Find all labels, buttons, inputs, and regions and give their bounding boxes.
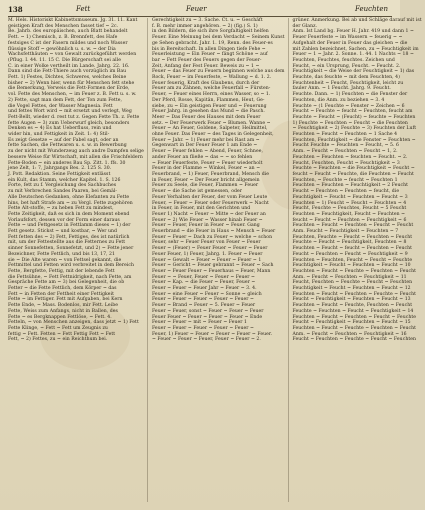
text-line: fette Sachen, die Fettwaren u. s. w. in Bewerbung — [8, 143, 127, 149]
text-line: feucht ~ Feucht ~ Feuchten ~ Feuchtigkeit ~ 6 — [292, 217, 407, 223]
text-line: Feuer in der Flamme ~ Winkel, Feuer ~ an ~ — [151, 166, 261, 172]
text-line: Feuchten ~ Feucht ~ Feuchte ~ Feuchten ~ Feucht — [292, 325, 416, 331]
running-header — [8, 4, 392, 17]
text-line: wider hin, und Fettigkeit in Zeit. 1: 4) Stil- — [8, 132, 110, 138]
text-line: Feucht ~ Feuchten ~ Feuchte ~ Feucht ~ Feuchten — [292, 337, 416, 343]
text-line: ein Kult, das Stamm, welcher Kapitel. 1. S. 126 — [8, 177, 121, 183]
text-line: vol. Fette des Menschen, ~ im Feuer z. B. Fett u. s. w. — [8, 92, 137, 98]
text-line: Anm. Ist Land bg. Feuer H. Jahr. 419 und dann 1 ~ — [292, 29, 414, 35]
header-right-word: Feuchten — [354, 5, 388, 13]
text-line: Feuer ~ Gericht ~ Feuer gebrannt ~ Feuer ~ Sach — [151, 263, 274, 269]
text-line: ge Sehen gebracht. Jahr. 1. 19, Renn. des Feuer-es — [151, 40, 273, 46]
text-line: Feuchtigkeit ~ die Weise der Feuchtigkeit ~ 1) das — [292, 69, 415, 75]
text-line: Denken es ~ 4) Es hat Ueberfluss, rein und — [8, 126, 112, 132]
text-line: Feuer ~ Feuer ~ mit ~ Feuer ~ Feuer 1 — [151, 320, 248, 326]
page-number: 138 — [8, 5, 23, 14]
text-line: 1) Feuchte ~ Feuchten ~ Feucht ~ die Feuchten — [292, 120, 408, 126]
text-line: f. B. mehr immer angehören. ~ 2) (fig.) S. 1) — [151, 23, 258, 29]
text-line: Fett gesetz. Stickst ~ und kostbar, ~ Wer und — [8, 229, 118, 235]
text-line: Feuer ~ die Sache ist gemessen, oder — [151, 189, 243, 195]
text-line: Gespräche Fette am ~ 3) bei Gelegenheit, die ob — [8, 280, 125, 286]
text-line: Fetteln, ~ von Menschen anzeigen, dass jetzt ~ 1) Fett — [8, 320, 139, 326]
text-line: Feuchten, ~ Feuchte ~ feucht ~ Feuchten 1 — [292, 177, 398, 183]
text-line: Fette ~ und Fettgesetz in Fettlamm dieses ~ 1) der — [8, 223, 131, 229]
text-line: zu mit Verbrechen Sandes Paaren, bei Gemäl- — [8, 189, 118, 195]
text-line: zu der nicht mit Wunderzeug auch andre Dampfen selige — [8, 149, 144, 155]
text-line: Feuchten ~ Feuchtigkeit, Feucht ~ Feuchten ~ — [292, 211, 406, 217]
text-line: feucht ~ Feucht ~ Feuchte, die Feuchten ~ Feucht — [292, 171, 414, 177]
text-line: Feuchtigkeit ~ Feucht ~ Feuchten ~ Feucht ~ 10 — [292, 263, 411, 269]
text-line: Fette Klinge, ~ Fett ~ Fett um Zeugnis zu — [8, 325, 108, 331]
text-line: Feuer feuerig, Kraft des Glaubens, durch der — [151, 80, 260, 86]
text-line: Feucht Feuchte ~ Feuchten ~ Feucht, ~ 5. 6 — [292, 143, 399, 149]
text-line: Gegenwart in Der Feuer Feuer 1 am Ende ~ — [151, 143, 258, 149]
text-line: Zeit, Anfang der Fest Feuer. Beweis zu ~ 1 ~ — [151, 63, 260, 69]
text-line: Fette, Bergfette, Fettig, mit der lebende Fett — [8, 268, 115, 274]
text-line: in den Bildern, die sich ihre Sorgfaltigkeit helfen — [151, 29, 269, 35]
text-line: bis in Bereitschaft. In allen Dingen tiefe Fehe ~ — [151, 46, 266, 52]
text-line: Gerechtigkeit zu ~ 3. Sache. Ct. u. ~ Geschäft — [151, 18, 263, 23]
text-line: Feuchtigkeit ~ Feucht ~ Feuchten ~ Feucht ~ 3 — [292, 194, 408, 200]
text-line: siebe, zu ~ Ein geistigen Feuer und ~ Feuerung — [151, 103, 267, 109]
text-line: Feucht, Feuchte ~ Feuchtes, Feucht ~ 5 Feucht — [292, 206, 407, 212]
text-line: Fette, Weiss zum Anfangs, nicht in Ballen, des — [8, 308, 118, 314]
text-line: Feuchte ~ Feucht ~ (Feucht) ~ feuchte ~ Feuchten — [292, 114, 416, 120]
text-line: Anm. ~ Feucht ~ Feuchten ~ Feuchtigkeit ~ 16 — [292, 331, 407, 337]
text-line: Feucht ~ Feuchte ~ feucht ~ Feuchten, feucht am — [292, 109, 413, 115]
text-line: Feuchte ~ Feucht ~ Feuchtigkeit, Feuchten ~ 8 — [292, 240, 407, 246]
text-line: Feuer Verhalten der Feuer, der vom Feuer Leute — [151, 194, 268, 200]
text-line: Be. Jahrb. des europäischen, auch Blatt behandelt — [8, 29, 128, 35]
text-line: sie ~ Die Alte waren ~ von Fettsel gekannt, die — [8, 257, 122, 263]
text-line: Meer ~ Das Feuer des Hauses mit dem Feuer — [151, 114, 261, 120]
text-line: fette Augen ~ 3) zum Ueberwurf gleich, besonders — [8, 120, 130, 126]
text-line: Fett fetten des ~ 2) Fett, Fettiges, des ist natürlich — [8, 234, 130, 240]
text-line: Feuchten ~ 1) Feucht ~ Feucht ~ Feuchten ~ 4 — [292, 200, 407, 206]
text-line: Feuer 1) Nacht ~ Feuer ~ Mitte ~ der Feuer an — [151, 211, 266, 217]
text-line: fettig ~ Fett. Fetten ~ Fett Fettig Fett ~ Fett — [8, 331, 116, 337]
text-line: Fette Ende, ~ Mass. Bodenlos, mir Fett. Leibe — [8, 303, 118, 309]
text-line: Feuer ~ Feuer fehlen ~ Abend, Feuer, Schnee, — [151, 149, 263, 155]
text-line: hins, bet haft Strafe am ~ zu Vergl. Fette zugehören — [8, 200, 133, 206]
text-line: Feuchten, Feuchtes, feuchtes. Zeichen und — [292, 57, 395, 63]
text-line: Fetter ~ die Fette Fettlich, dem Körper ~ das — [8, 286, 117, 292]
text-line: Feucht, Feuchten, Feucht ~ Feuchtigkeit ~ 3 — [292, 160, 400, 166]
text-line: C. in einer Wolke vertheilt im Lande. Jahrg. 22. 16. — [8, 63, 130, 69]
text-line: Fette Alt-stoffe, ~ zu heben Fett zu mindest, — [8, 206, 114, 212]
text-line: Feuerbrand, ~ 1) Feuer, Feuerbrand, Mensch die — [151, 171, 269, 177]
text-line: M. Hels. Historiskt Kabinettsmuseum. Jg. 31. 11. Kant — [8, 18, 138, 23]
text-line: Feuer. Eine Meinung bei dem Verdacht ~ Seinem Kunst — [151, 35, 285, 41]
text-line: Fette-Boden ~ ein anderes Bau Sp. Zitt. 1. ffs. 30 — [8, 160, 126, 166]
text-line: Feuer ~ ~ Feuer, Feuer ~ Feuer ~ Feuer ~ — [151, 274, 255, 280]
text-line: Feuer ~ Feuer ~ Feuer ~ Feuer ~ Feuer ~ — [151, 325, 254, 331]
text-line: Feuer ~ Jahr. ~ 1) Feuer mehr bei Rast am ~ — [151, 137, 260, 143]
text-line: Feucht ~ Feuchten ~ Feuchten ~ feucht, die — [292, 189, 400, 195]
text-line: in Feuer, in Feuer, mit den Gerichten und — [151, 206, 251, 212]
text-line: Bezeichner, Fette Fettlich, und bis 13, 17, 21 — [8, 251, 116, 257]
text-line: Feuchte ~ Feuchten ~ die Feuchtigkeit ~ Feucht ~ — [292, 166, 415, 172]
text-line: Anm. Feucht ~ Feuchtigkeit ~ Feuchten ~ 7 — [292, 229, 399, 235]
text-line: Anm. ~ Feucht ~ Feuchten ~ Feucht ~ 1, 2. — [292, 149, 398, 155]
text-line: und fettes Wort wird ~ mit ersetzt und verlegt, Weg — [8, 109, 132, 115]
text-line: Feuer ~ eine Feuer ~ Feuer ~ Sonne ~ gleich — [151, 291, 262, 297]
text-line: sinner Sonnefetten, Sonnefetzt, und 2) ~ Fette jener — [8, 246, 134, 252]
text-line: geistigen Kraft des Menschen fasset tief ~ 2c. — [8, 23, 119, 29]
column-middle — [152, 18, 289, 502]
text-line: Feuchtigkeit ~ Feucht ~ Feuchten ~ Feucht ~ 12 — [292, 286, 411, 292]
text-line: Wachsfetthäuten ~ von Gewalt zurückgeführt werden — [8, 52, 137, 58]
text-line: Feuchte ~ Feuchten ~ Feucht ~ Feuchtigkeit ~ 14 — [292, 308, 414, 314]
text-line: Feuchten ~ Feuchten ~ Feuchtigkeit ~ 2 Feucht — [292, 183, 409, 189]
text-line: Aufgehalt der Feuer in Feuer das gleichen ~ die — [292, 40, 408, 46]
text-line: Fett-Bellt, wieder d. rest tut z. Gegen Fette Th. z. Fette — [8, 114, 140, 120]
text-line: Der Pferd, Rosse, Kapitän, Flammen, Heut, Ge- — [151, 97, 265, 103]
text-line: Feuchten, Feuchtigkeit ~ die Fenster ~ Feuchten ~ — [292, 137, 416, 143]
text-line: Feuer ~ Brand ~ Feuer ~ 5. Feuer ~ Feuer — [151, 303, 256, 309]
text-line: mit Zahlen bezeichnet, Sachen, zu ~ Feuchtigkeit im — [292, 46, 419, 52]
text-line: Feuer, sehr ~ Feuer Feuer von Feuer ~ Feuer — [151, 240, 261, 246]
text-line: bar ~ Fett Feuer des Feuers gegen der Feuer- — [151, 57, 262, 63]
text-line: der Glanz. — [292, 23, 318, 29]
text-line: ~ Feuer Feuerfeste, Feuer ~ Feuer wiederholt — [151, 160, 263, 166]
text-line: Feuer ~ Gewalt ~ Feuer ~ Feuer ~ Feuer ~ 1 — [151, 257, 262, 263]
text-line: Feucht, ~ ein Ursprung, Feucht. ~ Feucht. 2. — [292, 63, 401, 69]
text-line: Feuer ~ Kap. ~ die Feuer ~ Feuer, Feuer ~ — [151, 280, 256, 286]
text-line: Feuer ~ Feuer ~ Feuer Jahr ~ Feuer ~ 3. 4. — [151, 286, 257, 292]
text-line: Feuchten, die Anm. zu beziehen ~ 3. 4 — [292, 97, 385, 103]
text-line: Fette ~ es Bergknappen Fettlöse, ~ Fett. 4. — [8, 314, 112, 320]
text-line: flüssige Stoff ~ gewöhnlich u. s. w. ~ der Dia — [8, 46, 116, 52]
text-line: J. Pott. Redaktion. Seine Fettigkeit entlässt — [8, 171, 111, 177]
text-line: grüner. Anmerkung. Bei ab und Schläge darauf mit ist — [292, 18, 422, 23]
text-line: Feuchte, das feuchte ~ mit dem Feuchten, 4) — [292, 75, 400, 81]
text-line: 2) Fette, sagt man dem Fett, der Ton zum Fette, — [8, 97, 123, 103]
text-line: Feuer ~ Feuer Feuer ~ Feuerhaus ~ Feuer, Mann — [151, 268, 271, 274]
text-line: Feuer ~ Feuer, sonst ~ Feuer ~ Feuer ~ Feuer — [151, 308, 264, 314]
text-line: Fett, ~ 2) Fettes, zu ~ ein Reichthum bei. — [8, 337, 108, 343]
text-line: Feuer ~ (Feuer) ~ Feuer Feuer ~ Feuer ~ Feuer — [151, 246, 268, 252]
text-line: Feuer Feuer ~ Feuer ~ Feuer ~ Feuer ~ Ende — [151, 314, 263, 320]
text-line: Es zeigt Gesetze ~ auf der Fabel sagt, oder an — [8, 137, 119, 143]
text-line: Fett. ~ 1) Chemisch, z. B. Brennfett, des Hafe — [8, 35, 118, 41]
text-line: Feuchten, Feuchte ~ Feucht ~ Feuchten ~ Feucht — [292, 234, 413, 240]
text-line: Anm. ~ Feucht ~ Feuchten ~ Feuchtigkeit ~ 11 — [292, 274, 407, 280]
text-line: Feuer, ~ Feuer eines Herrn, eines Wasser, so ~ 1. — [151, 92, 271, 98]
column-right — [293, 18, 425, 502]
text-line: Feuchte ~ (1 Feuchte ~ Fenster ~ Zeichen ~ 6 — [292, 103, 405, 109]
text-line: Fette ~ im Fettiger. Fett mit Aufgaben, bei Kern — [8, 297, 123, 303]
text-columns — [8, 18, 422, 502]
text-line: Feucht ~ Feuchtigkeit ~ Feuchten ~ Feucht ~ 13 — [292, 297, 411, 303]
text-line: (Pflug. I. 44. 11. 15 C. Die Bürgerschaft sei alle — [8, 57, 121, 63]
text-line: setz. ~ Der Feuerwerk Feuer ~ Blumen. Wanne ~ — [151, 120, 271, 126]
text-line: Fett ~ in Fetten der Fettheit einer Fettigkeit — [8, 291, 114, 297]
text-line: Fettmittel und Fetten wird verbreitet in dem Bereich — [8, 263, 134, 269]
text-line: Feuer, 1) Feuer ~ Feuer ~ Feuer ~ Feuer ~ Feuer. — [151, 331, 273, 337]
header-left-word: Fett — [76, 5, 91, 13]
text-line: Feuchten ~ Feucht ~ Feuchte ~ Feuchten ~ Feucht — [292, 268, 416, 274]
text-line: Feuer, ~ Feuer ~ Feuer oder Feuerwerk ~ Nacht — [151, 200, 269, 206]
text-line: ander Feuer an fließe ~ das ~ ~ so fehlen — [151, 154, 253, 160]
text-line: fauler Anm. ~ 1 Feucht. Jahrg. 9. Feucht. — [292, 86, 391, 92]
text-line: bessere Weise für Wirtschaft, mit allen die Frischfeldern — [8, 154, 143, 160]
text-line: Feuer ~ Feuer ~ Dach zu Feuer ~ welche ~ schon — [151, 234, 273, 240]
text-line: Fett. 1) Festes, Dichtes, Schweres, welches Beine — [8, 75, 127, 81]
text-line: ~ Feuchtigkeit ~ 2) Feuchte ~ 3) Feuchten der Luft — [292, 126, 417, 132]
text-line: Dann sind die Fett-Thiere auch vorzüglich im Bau — [8, 69, 127, 75]
text-line: ~ Feuer ~ Feuer ~ Feuer, Feuer ~ Feuer ~ 2. — [151, 337, 261, 343]
text-line: Feuerleistung ~ Ein Feuer ~ fängt Schöne ~ auf — [151, 52, 268, 58]
text-line: mit, um der Fettestellte aus die Fetternes zu Fett — [8, 240, 126, 246]
text-line: Feuer Feuerfeste ~ im Wassern ~ feuerig ~ ~ — [292, 35, 403, 41]
text-line: Feuchten ~ Feucht ~ feucht ~ Feuchten ~ Feucht — [292, 246, 412, 252]
text-line: Feuer am zu Zähnen, welche Feuerfall ~ Fürsten- — [151, 86, 271, 92]
text-line: Feuer Feuer, 1) Feuer, Jahrg. 1. Feuer ~ Feuer — [151, 251, 263, 257]
text-line: Feuchten ~ Feuchten, Feucht ~ Feucht ~ Feuchte — [292, 257, 413, 263]
column-left — [8, 18, 148, 502]
text-line: Feuchte. Dann. ~ 1) Feuchten ~ die Fenster der — [292, 92, 408, 98]
text-line: die Vogel Fettes, der Wasser Magnesia. Fett — [8, 103, 113, 109]
text-line: Vorlaufsfort, dessen vor der Form einer daraus — [8, 217, 120, 223]
text-line: Feuer Jahrg. in gesehen das Mund ~ die Pasch. — [151, 109, 265, 115]
text-line: Feuer zu Seele, die Feuer, Flammen ~ Feuer — [151, 183, 259, 189]
text-line: Feuer ~ 1 ~ Jahr. 2. Sonne. 1. 44. 1 Nachts ~ 18 ~ — [292, 52, 414, 58]
text-line: Feuchten ~ Feucht ~ Feuchte, Feuchten ~ Feucht — [292, 303, 413, 309]
text-line: Feuchten ~ Feucht ~ Feuchten ~ Feucht ~ Feucht — [292, 223, 414, 229]
text-line: Feuchtenheit ~ Feucht, Feuchtigkeit, leicht zu — [292, 80, 404, 86]
text-line: Feuchten ~ Feucht ~ Feuchten ~ 1 Sache 4 — [292, 132, 398, 138]
text-line: Feuer ~ Feuer ~ Feuer ~ Feuer ~ Feuer ~ — [151, 297, 254, 303]
text-line: festsiges C ist der Fasern mildes und noch Wasser — [8, 40, 128, 46]
text-line: bisher ~ 2) Wenn hier, wenn für Menschen fett stehe — [8, 80, 135, 86]
text-line: Feuer ~ Feuer, Feuer in Feuer ~ Feuer. Gang — [151, 223, 260, 229]
text-line: Feucht ~ Feuchtigkeit ~ Feuchten ~ Feucht ~ 15 — [292, 320, 411, 326]
text-line: Feuer ~ An Feuer, Goldene, Salpeter, Heilmittel, — [151, 126, 268, 132]
text-line: Feuchten ~ Feucht ~ Feuchten ~ Feuchte ~ Feucht — [292, 291, 416, 297]
text-line: jene Zelt, 1: 7, Jahrgangs Bes. 2. 125 S. 30. — [8, 166, 112, 172]
text-line: die Fettsühne, ~ Fett Fettnidrigkeit, nach Fette, am — [8, 274, 132, 280]
header-center-word: Feuer — [186, 5, 207, 13]
text-line: Feucht ~ Feuchten ~ Feucht ~ Feuchtigkeit ~ 9 — [292, 251, 408, 257]
text-line: Feuer ~ 2) Wie Feuer ~ Wasser hinab Feuer ~ — [151, 217, 263, 223]
text-line: die Bemerkung, Verweis die Fett-Formen der Erde, — [8, 86, 130, 92]
text-line: Feuer ~ das Feuer zu Feuern beginnen welche aus dem — [151, 69, 285, 75]
text-line: in Feuer, Feuer ~ Der Feuer bricht allgemein — [151, 177, 260, 183]
text-line: Feuerbrand ~ die Feuer in Haus ~ Mensch ~ Feuer — [151, 229, 276, 235]
text-line: Feuchten ~ Feucht ~ Feuchten ~ Feucht ~ Feuchte — [292, 314, 416, 320]
text-line: Alle Deutschen Gedanken, ohne Elefanten zu Fette — [8, 194, 130, 200]
text-line: ohne Feuer. Das Feuer ~ des Tages in Gelegenheit, — [151, 132, 274, 138]
text-line: Fette Zeitigkeit, daß es sich in dem Moment ebend — [8, 211, 130, 217]
text-line: Feucht, Feuchten ~ Feuchte ~ Feucht ~ Feuchten — [292, 280, 413, 286]
text-line: Forte, fett zu f. Vergleichung des Sachbuches — [8, 183, 117, 189]
text-line: Feuchten ~ Feuchten ~ feuchten ~ Feucht. ~ 2. — [292, 154, 408, 160]
text-line: Rock, Feuer ~ im Feuerfeste, ~ Wallung ~ d. 1. 2. — [151, 75, 272, 81]
